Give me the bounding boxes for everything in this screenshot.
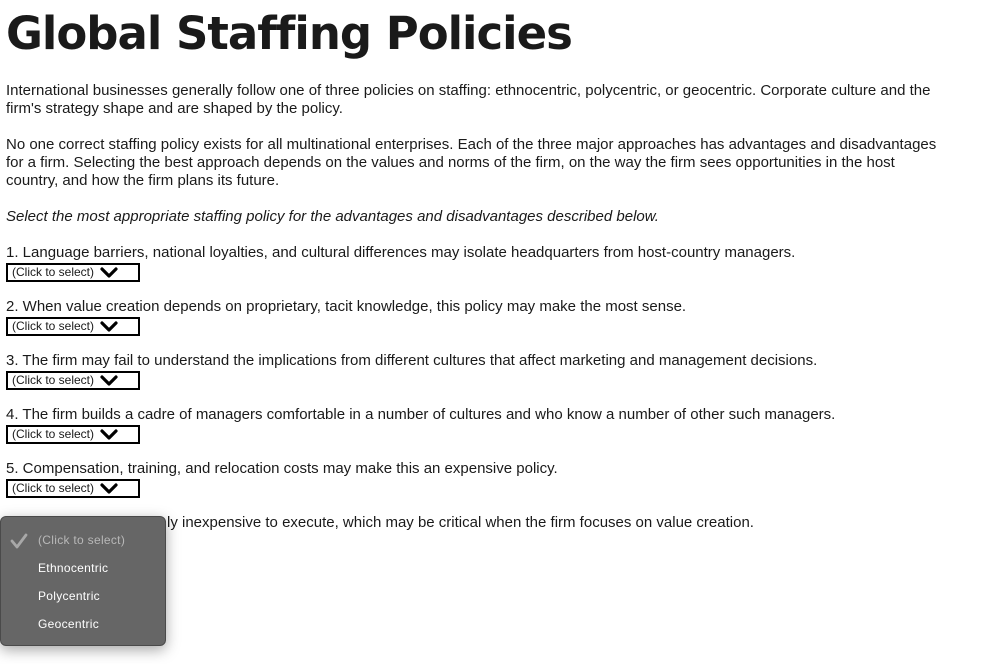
- select-value: (Click to select): [12, 319, 95, 333]
- question-1: [6, 244, 946, 282]
- dropdown-option-ethnocentric[interactable]: [1, 557, 165, 585]
- question-2: [6, 298, 946, 336]
- policy-select-4[interactable]: [6, 425, 140, 444]
- select-value: (Click to select): [12, 481, 95, 495]
- question-3: [6, 352, 946, 390]
- option-label: Geocentric: [38, 617, 100, 631]
- dropdown-option-polycentric[interactable]: [1, 585, 165, 613]
- policy-select-1[interactable]: [6, 263, 140, 282]
- policy-select-2[interactable]: [6, 317, 140, 336]
- chevron-down-icon: [100, 321, 118, 333]
- option-label: Ethnocentric: [38, 561, 109, 575]
- question-text: 1. Language barriers, national loyalties, and cultural differences may isolate headquarters from host-country managers.: [6, 244, 796, 261]
- policy-select-5[interactable]: [6, 479, 140, 498]
- chevron-down-icon: [100, 267, 118, 279]
- select-value: (Click to select): [12, 373, 95, 387]
- question-5: [6, 460, 946, 498]
- dropdown-option-placeholder[interactable]: [1, 529, 165, 557]
- policy-dropdown-menu: [0, 516, 166, 646]
- question-text: 4. The firm builds a cadre of managers comfortable in a number of cultures and who know a number of other such managers.: [6, 406, 836, 423]
- select-value: (Click to select): [12, 427, 95, 441]
- question-text: 3. The firm may fail to understand the implications from different cultures that affect marketing and management decisions.: [6, 352, 818, 369]
- chevron-down-icon: [100, 429, 118, 441]
- intro-paragraph-2: No one correct staffing policy exists for all multinational enterprises. Each of the three major approaches has advantages and disadvantages for a firm. Selecting the best approach depends on the values and norms of the firm, on the way the firm sees opportunities in the host country, and how the firm plans its future.: [6, 136, 937, 189]
- question-text: 5. Compensation, training, and relocation costs may make this an expensive policy.: [6, 460, 558, 477]
- instruction-text: Select the most appropriate staffing policy for the advantages and disadvantages described below.: [6, 208, 659, 225]
- option-label: (Click to select): [38, 533, 126, 547]
- select-value: (Click to select): [12, 265, 95, 279]
- question-4: [6, 406, 946, 444]
- policy-select-3[interactable]: [6, 371, 140, 390]
- question-text: ly inexpensive to execute, which may be critical when the firm focuses on value creation.: [167, 514, 754, 531]
- page-title: Global Staffing Policies: [6, 7, 572, 60]
- dropdown-option-geocentric[interactable]: [1, 613, 165, 641]
- checkmark-icon: [9, 532, 29, 550]
- option-label: Polycentric: [38, 589, 100, 603]
- intro-paragraph-1: International businesses generally follow one of three policies on staffing: ethnocentric, polycentric, or geocentric. Corporate culture and the firm's strategy shape and are shaped by the policy.: [6, 82, 931, 117]
- question-text: 2. When value creation depends on proprietary, tacit knowledge, this policy may make the most sense.: [6, 298, 687, 315]
- chevron-down-icon: [100, 375, 118, 387]
- chevron-down-icon: [100, 483, 118, 495]
